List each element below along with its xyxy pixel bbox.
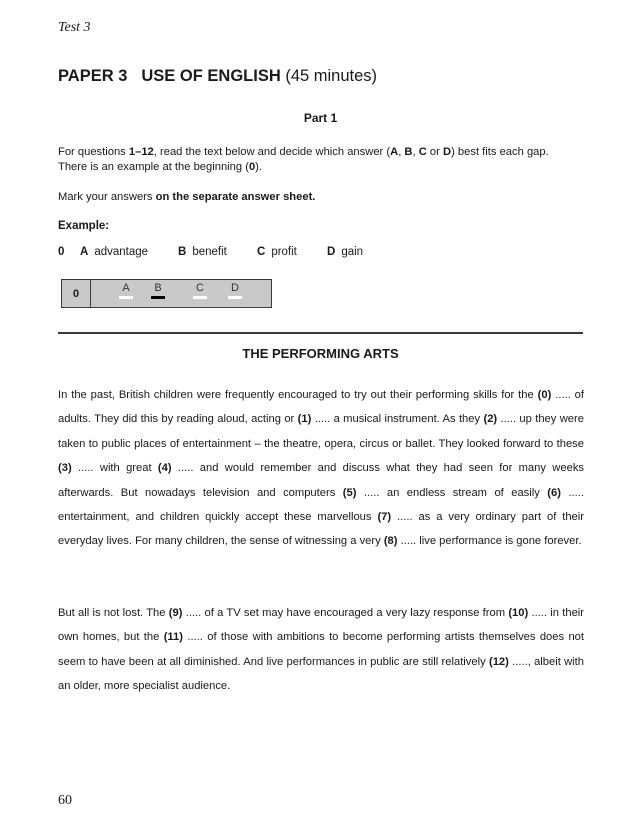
answer-mark-empty bbox=[119, 296, 133, 299]
passage-text: In the past, British children were frequently encouraged to try out their performing skills for the bbox=[58, 389, 538, 401]
answer-cell-d bbox=[225, 282, 245, 299]
example-label: Example: bbox=[58, 220, 110, 232]
gap-number: (4) bbox=[157, 462, 172, 475]
example-option-b bbox=[178, 246, 227, 258]
answer-cell-a bbox=[116, 282, 136, 299]
passage-text: ..... and would remember and discuss what they had seen for many weeks afterwards. But nowadays television and computers bbox=[58, 462, 585, 499]
option-letter: C bbox=[418, 146, 427, 158]
part-title: Part 1 bbox=[303, 111, 338, 125]
example-option-c bbox=[257, 246, 297, 258]
gap-number: (8) bbox=[383, 535, 398, 548]
question-range: 1–12 bbox=[128, 146, 154, 158]
option-letter: A bbox=[80, 246, 89, 258]
page-number: 60 bbox=[58, 793, 72, 808]
gap-number: (12) bbox=[488, 655, 509, 668]
gap-number: (9) bbox=[168, 607, 183, 619]
answer-mark-empty bbox=[193, 296, 207, 299]
passage-text: ..... of adults. They did this by reading aloud, acting or bbox=[58, 389, 584, 426]
answer-mark-filled bbox=[151, 296, 165, 299]
option-letter: B bbox=[404, 146, 413, 158]
passage-text: ..... entertainment, and children quickly accept these marvellous bbox=[58, 486, 584, 524]
example-answer-grid bbox=[61, 279, 272, 308]
instr-text: Mark your answers bbox=[58, 191, 156, 203]
instr-text: , bbox=[398, 146, 405, 158]
instr-text: or bbox=[426, 146, 443, 158]
gap-number: (3) bbox=[58, 462, 72, 475]
option-word: benefit bbox=[192, 246, 227, 258]
passage-text: ..... a musical instrument. As they bbox=[311, 413, 484, 426]
example-option-d bbox=[327, 246, 363, 258]
option-letter: D bbox=[443, 146, 452, 158]
option-word: profit bbox=[271, 246, 297, 258]
gap-number: (0) bbox=[537, 389, 552, 401]
passage-text: But all is not lost. The bbox=[58, 607, 169, 619]
option-word: gain bbox=[341, 246, 364, 258]
passage-text: ..... of a TV set may have encouraged a very lazy response from bbox=[182, 607, 509, 619]
passage-paragraph-1 bbox=[58, 383, 584, 554]
passage-text: ..... in their own homes, but the bbox=[58, 607, 585, 644]
gap-number: (1) bbox=[297, 413, 312, 426]
passage-paragraph-2 bbox=[58, 601, 584, 699]
gap-number: (7) bbox=[377, 511, 392, 524]
passage-text: ..... with great bbox=[71, 462, 158, 475]
answer-letter: B bbox=[154, 282, 162, 294]
passage-text: ....., albeit with an older, more specialist audience. bbox=[58, 655, 584, 693]
passage-text: ..... as a very ordinary part of their everyday lives. For many children, the sense of witnessing a very bbox=[58, 511, 584, 548]
passage-text: ..... up they were taken to public places of entertainment – the theatre, opera, circus or ballet. They looked forward to these bbox=[58, 413, 584, 450]
option-letter: D bbox=[327, 246, 336, 258]
passage-text: ..... an endless stream of easily bbox=[356, 486, 548, 499]
answer-cell-b bbox=[148, 282, 168, 299]
gap-number: (11) bbox=[163, 631, 183, 644]
gap-number: (10) bbox=[508, 607, 529, 619]
option-letter: A bbox=[390, 146, 399, 158]
instr-text: ) best fits each gap. bbox=[451, 146, 549, 158]
running-head: Test 3 bbox=[58, 20, 91, 35]
answer-letter: A bbox=[122, 282, 130, 294]
passage-text: ..... of those with ambitions to become performing artists themselves does not seem to have been at all diminished. And live performances in public are still relatively bbox=[58, 631, 584, 668]
option-word: advantage bbox=[94, 246, 149, 258]
gap-number: (6) bbox=[547, 486, 561, 499]
passage-text: ..... live performance is gone forever. bbox=[397, 535, 582, 548]
instr-text: ). bbox=[255, 161, 263, 173]
option-letter: C bbox=[257, 246, 266, 258]
paper-duration: (45 minutes) bbox=[285, 67, 378, 85]
answer-mark-empty bbox=[228, 296, 242, 299]
answer-letter: C bbox=[196, 282, 204, 294]
divider-rule bbox=[58, 332, 583, 334]
example-number: 0 bbox=[248, 161, 256, 173]
answer-letter: D bbox=[231, 282, 239, 294]
mark-instruction bbox=[58, 190, 588, 205]
instructions bbox=[58, 145, 588, 175]
gap-number: (5) bbox=[342, 486, 357, 499]
paper-name: USE OF ENGLISH bbox=[141, 67, 281, 85]
answer-grid-number: 0 bbox=[62, 280, 91, 307]
example-option-a bbox=[80, 246, 148, 258]
instr-text: , read the text below and decide which answer ( bbox=[153, 146, 391, 158]
answer-cell-c bbox=[190, 282, 210, 299]
paper-number: PAPER 3 bbox=[58, 67, 128, 85]
instr-text: , bbox=[412, 146, 419, 158]
instr-text: For questions bbox=[58, 146, 129, 158]
gap-number: (2) bbox=[483, 413, 498, 426]
paper-title bbox=[58, 67, 377, 86]
option-letter: B bbox=[178, 246, 187, 258]
example-number: 0 bbox=[58, 246, 65, 258]
text-title: THE PERFORMING ARTS bbox=[242, 346, 399, 361]
instr-emphasis: on the separate answer sheet. bbox=[155, 191, 316, 203]
instr-text: There is an example at the beginning ( bbox=[58, 161, 249, 173]
